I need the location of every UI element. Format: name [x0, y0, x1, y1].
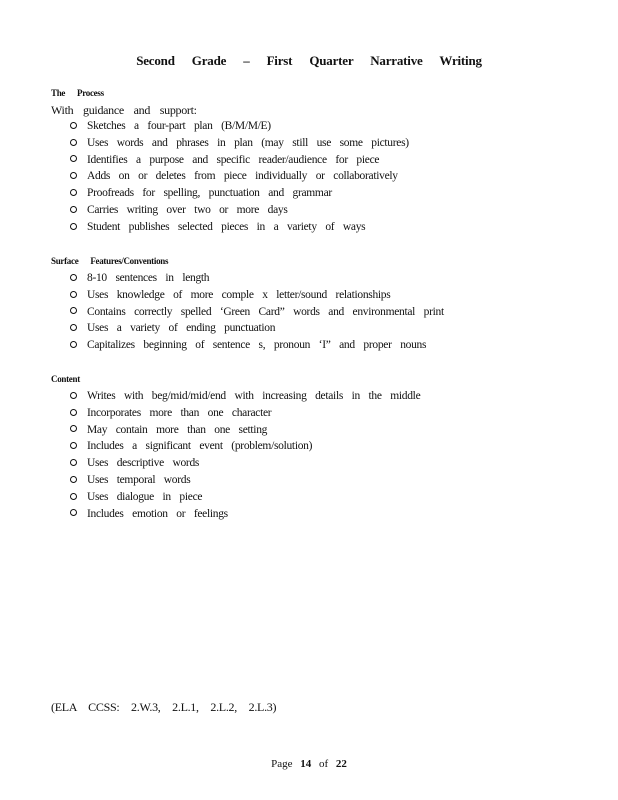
bullet-icon	[70, 274, 77, 281]
page-label: Page	[271, 758, 293, 770]
bullet-icon	[70, 442, 77, 449]
content-list	[70, 388, 420, 522]
list-item: Uses dialogue in piece	[70, 489, 420, 506]
section-heading-process: The Process	[51, 88, 104, 98]
bullet-icon	[70, 409, 77, 416]
list-item: Student publishes selected pieces in a variety of ways	[70, 219, 409, 236]
bullet-icon	[70, 223, 77, 230]
process-list	[70, 118, 409, 236]
list-item: Uses descriptive words	[70, 455, 420, 472]
list-item: Uses knowledge of more comple x letter/sound relationships	[70, 287, 444, 304]
page-footer	[0, 758, 618, 770]
bullet-icon	[70, 291, 77, 298]
list-item: Capitalizes beginning of sentence s, pronoun ‘I” and proper nouns	[70, 337, 444, 354]
bullet-icon	[70, 172, 77, 179]
bullet-icon	[70, 324, 77, 331]
bullet-icon	[70, 459, 77, 466]
bullet-icon	[70, 425, 77, 432]
list-item: Proofreads for spelling, punctuation and grammar	[70, 185, 409, 202]
bullet-icon	[70, 493, 77, 500]
bullet-icon	[70, 509, 77, 516]
list-item: Contains correctly spelled ‘Green Card” words and environmental print	[70, 304, 444, 321]
page-total: 22	[335, 758, 347, 770]
bullet-icon	[70, 189, 77, 196]
list-item: Uses temporal words	[70, 472, 420, 489]
list-item: 8-10 sentences in length	[70, 270, 444, 287]
of-label: of	[318, 758, 329, 770]
list-item: Uses words and phrases in plan (may still use some pictures)	[70, 135, 409, 152]
list-item: Writes with beg/mid/mid/end with increasing details in the middle	[70, 388, 420, 405]
surface-list	[70, 270, 444, 354]
process-intro: With guidance and support:	[51, 103, 197, 117]
ccss-standards: (ELA CCSS: 2.W.3, 2.L.1, 2.L.2, 2.L.3)	[51, 700, 277, 714]
list-item: Sketches a four-part plan (B/M/M/E)	[70, 118, 409, 135]
section-heading-surface: Surface Features/Conventions	[51, 256, 169, 266]
bullet-icon	[70, 155, 77, 162]
bullet-icon	[70, 392, 77, 399]
list-item: Carries writing over two or more days	[70, 202, 409, 219]
bullet-icon	[70, 341, 77, 348]
list-item: Identifies a purpose and specific reader/audience for piece	[70, 152, 409, 169]
list-item: Includes emotion or feelings	[70, 506, 420, 523]
bullet-icon	[70, 206, 77, 213]
list-item: Incorporates more than one character	[70, 405, 420, 422]
bullet-icon	[70, 139, 77, 146]
page-number: 14	[300, 758, 312, 770]
bullet-icon	[70, 307, 77, 314]
bullet-icon	[70, 122, 77, 129]
list-item: Uses a variety of ending punctuation	[70, 320, 444, 337]
section-heading-content: Content	[51, 374, 80, 384]
list-item: Includes a significant event (problem/solution)	[70, 438, 420, 455]
list-item: Adds on or deletes from piece individually or collaboratively	[70, 168, 409, 185]
list-item: May contain more than one setting	[70, 422, 420, 439]
bullet-icon	[70, 476, 77, 483]
page-title: Second Grade – First Quarter Narrative Writing	[136, 53, 482, 68]
